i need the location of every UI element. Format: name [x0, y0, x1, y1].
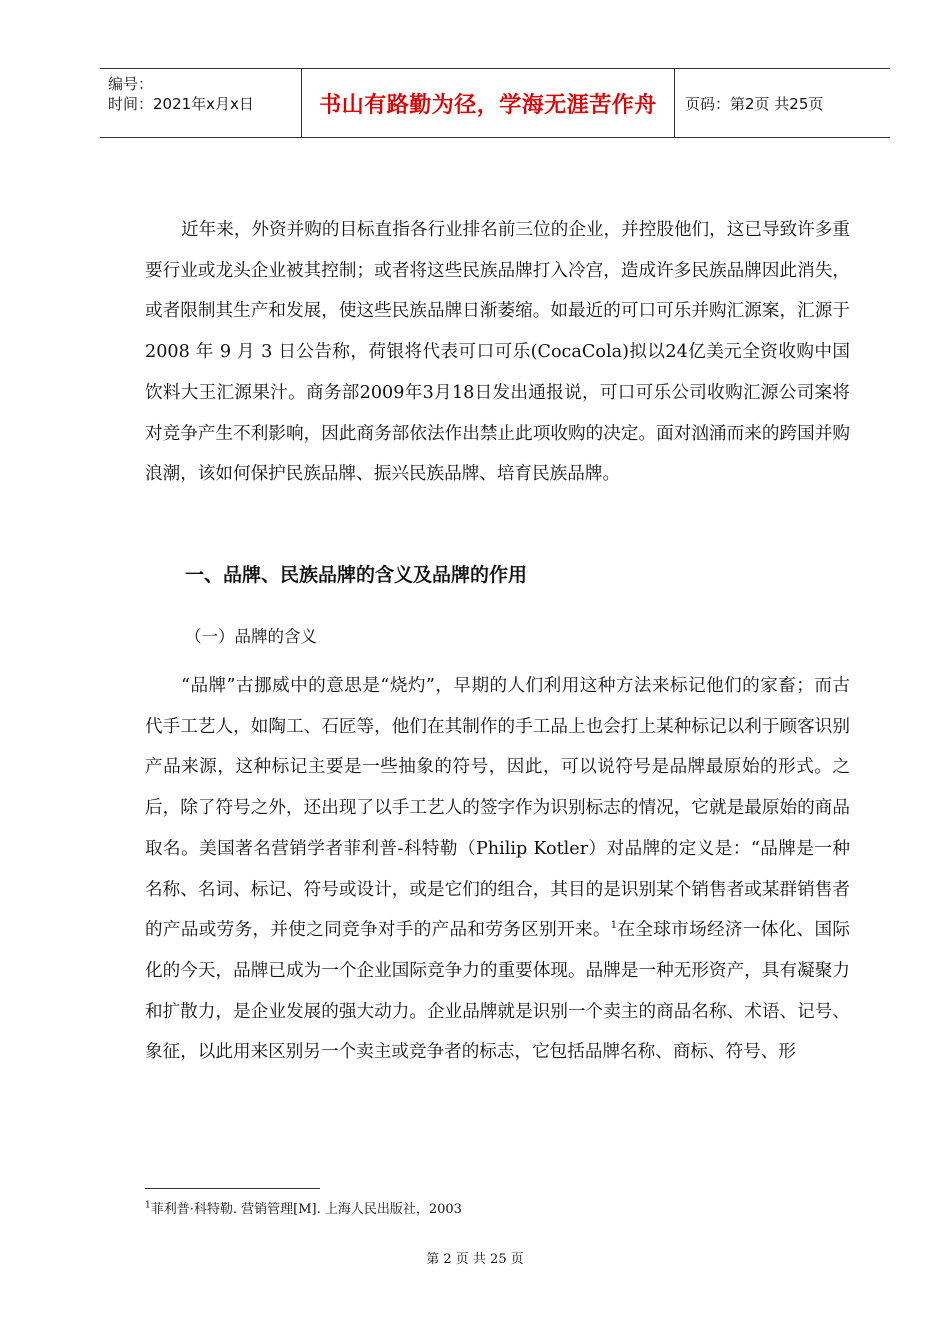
footnote-text: 菲利普·科特勒. 营销管理[M]. 上海人民出版社，2003 — [150, 1202, 462, 1217]
header-meta — [100, 69, 302, 137]
footnote-reference[interactable]: 1 — [610, 920, 618, 932]
footnote — [145, 1198, 462, 1217]
header-page-number: 页码：第2页 共25页 — [685, 94, 824, 113]
page-header — [100, 68, 890, 138]
header-motto: 书山有路勤为径，学海无涯苦作舟 — [302, 69, 675, 137]
subsection-heading: （一）品牌的含义 — [185, 627, 317, 646]
paragraph-text-a: “品牌”古挪威中的意思是“烧灼”，早期的人们利用这种方法来标记他们的家畜；而古代手工艺人，如陶工、石匠等，他们在其制作的手工品上也会打上某种标记以利于顾客识别产品来源，这种标记主要是一些抽象的符号，因此，可以说符号是品牌最原始的形式。之后，除了符号之外，还出现了以手工艺人的签字作为识别标志的情况，它就是最原始的商品取名。美国著名营销学者菲利普-科特勒（Philip Kotler）对品牌的定义是：“品牌是一种名称、名词、标记、符号或设计，或是它们的组合，其目的是识别某个销售者或某群销售者的产品或劳务，并使之同竞争对手的产品和劳务区别开来。 — [145, 676, 850, 941]
paragraph-text-b: 在全球市场经济一体化、国际化的今天，品牌已成为一个企业国际竞争力的重要体现。品牌是一种无形资产，具有凝聚力和扩散力，是企业发展的强大动力。企业品牌就是识别一个卖主的商品名称、术语、记号、象征，以此用来区别另一个卖主或竞争者的标志，它包括品牌名称、商标、符号、形 — [145, 920, 850, 1063]
section-heading: 一、品牌、民族品牌的含义及品牌的作用 — [185, 564, 528, 586]
code-label: 编号： — [108, 75, 154, 93]
paragraph-intro: 近年来，外资并购的目标直指各行业排名前三位的企业，并控股他们，这已导致许多重要行业或龙头企业被其控制；或者将这些民族品牌打入冷宫，造成许多民族品牌因此消失，或者限制其生产和发展，使这些民族品牌日渐萎缩。如最近的可口可乐并购汇源案，汇源于 2008 年 9 月 3 日公告称，荷银将代表可口可乐(CocaCola)拟以24亿美元全资收购中国饮料大王汇源果汁。商务部2009年3月18日发出通报说，可口可乐公司收购汇源公司案将对竞争产生不利影响，因此商务部依法作出禁止此项收购的决定。面对汹涌而来的跨国并购浪潮，该如何保护民族品牌、振兴民族品牌、培育民族品牌。 — [145, 220, 850, 485]
paragraph-brand-definition — [145, 666, 850, 1073]
time-label: 时间：2021年x月x日 — [108, 95, 254, 113]
footnote-mark: 1 — [145, 1200, 151, 1211]
footnote-divider — [145, 1188, 320, 1189]
page-footer: 第 2 页 共 25 页 — [426, 1252, 524, 1267]
